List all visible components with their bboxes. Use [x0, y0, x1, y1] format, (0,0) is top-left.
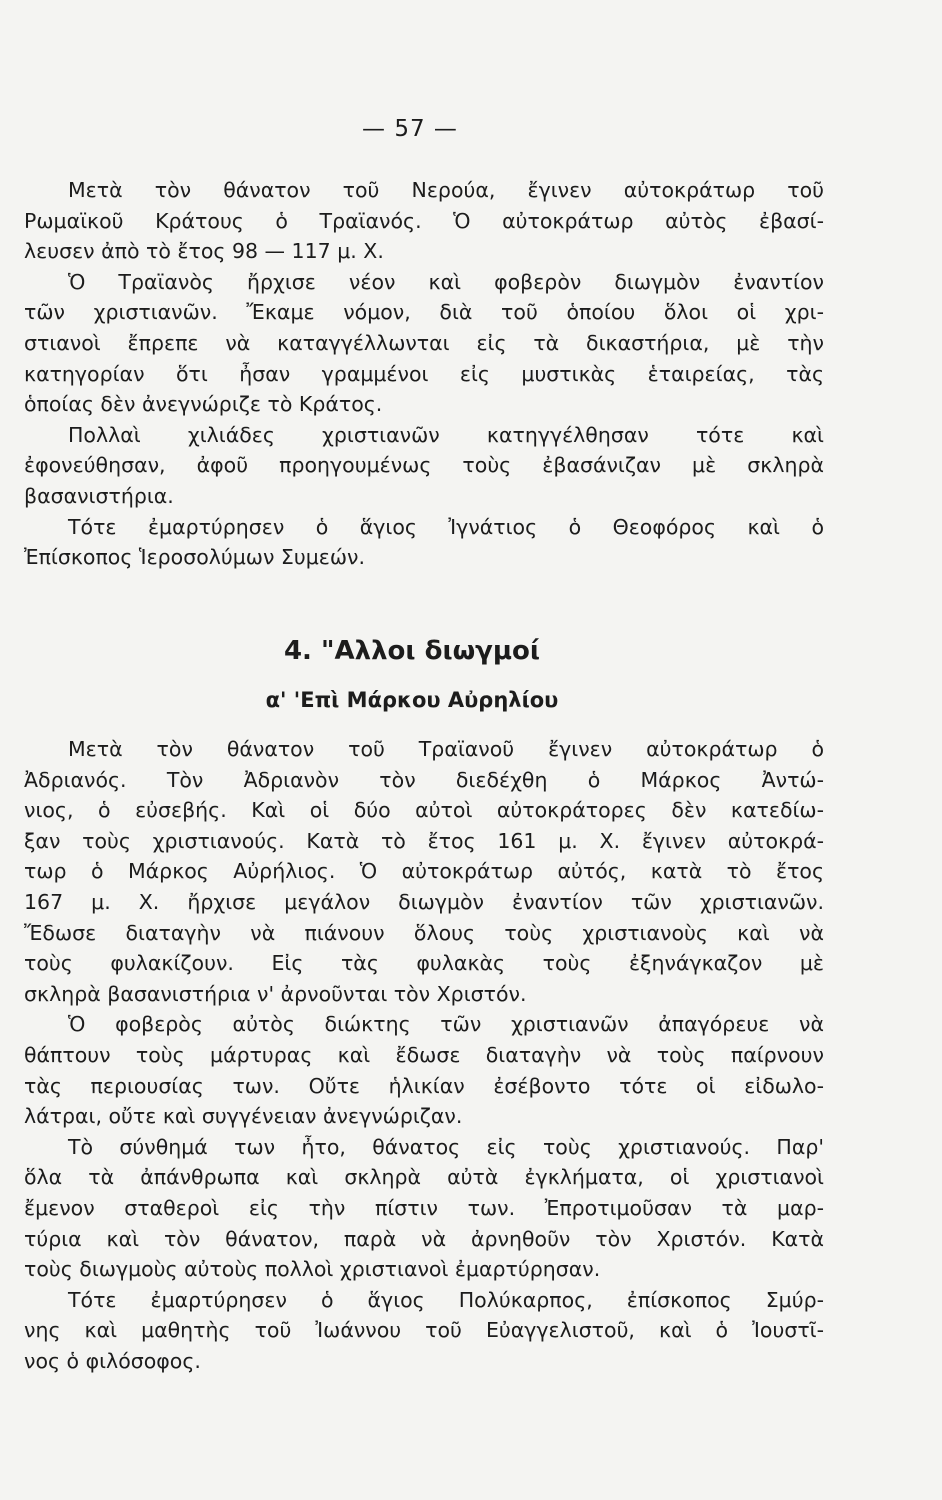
- text-line: Πολλαὶ χιλιάδες χριστιανῶν κατηγγέλθησαν τότε καὶ: [68, 422, 824, 447]
- text-line: Τὸ σύνθημά των ἦτο, θάνατος εἰς τοὺς χριστιανούς. Παρ': [68, 1134, 824, 1159]
- text-line: τύρια καὶ τὸν θάνατον, παρὰ νὰ ἀρνηθοῦν τὸν Χριστόν. Κατὰ: [24, 1226, 824, 1251]
- text-line: Ἔδωσε διαταγὴν νὰ πιάνουν ὅλους τοὺς χριστιανοὺς καὶ νὰ: [24, 920, 824, 945]
- text-line: Ρωμαϊκοῦ Κράτους ὁ Τραϊανός. Ὁ αὐτοκράτωρ αὐτὸς ἐβασί-: [24, 208, 824, 233]
- body-text-bottom: [24, 734, 824, 1376]
- text-line: Ἀδριανός. Τὸν Ἀδριανὸν τὸν διεδέχθη ὁ Μάρκος Ἀντώ-: [24, 767, 824, 792]
- text-line: Μετὰ τὸν θάνατον τοῦ Τραϊανοῦ ἔγινεν αὐτοκράτωρ ὁ: [68, 737, 824, 761]
- text-line: τῶν χριστιανῶν. Ἔκαμε νόμον, διὰ τοῦ ὁποίου ὅλοι οἱ χρι-: [24, 300, 824, 325]
- subsection-heading: α' 'Επὶ Μάρκου Αὐρηλίου: [265, 688, 559, 712]
- text-line: Μετὰ τὸν θάνατον τοῦ Νερούα, ἔγινεν αὐτοκράτωρ τοῦ: [68, 178, 824, 202]
- text-line: τωρ ὁ Μάρκος Αὐρήλιος. Ὁ αὐτοκράτωρ αὐτός, κατὰ τὸ ἔτος: [24, 859, 824, 884]
- text-line: 167 μ. Χ. ἤρχισε μεγάλον διωγμὸν ἐναντίον τῶν χριστιανῶν.: [24, 889, 824, 914]
- text-line: λάτραι, οὔτε καὶ συγγένειαν ἀνεγνώριζαν.: [24, 1104, 463, 1129]
- text-line: τοὺς διωγμοὺς αὐτοὺς πολλοὶ χριστιανοὶ ἐμαρτύρησαν.: [24, 1257, 601, 1282]
- text-line: τοὺς φυλακίζουν. Εἰς τὰς φυλακὰς τοὺς ἐξηνάγκαζον μὲ: [24, 951, 824, 976]
- text-line: ἔμενον σταθεροὶ εἰς τὴν πίστιν των. Ἐπροτιμοῦσαν τὰ μαρ-: [24, 1195, 824, 1220]
- text-line: θάπτουν τοὺς μάρτυρας καὶ ἔδωσε διαταγὴν νὰ τοὺς παίρνουν: [24, 1042, 824, 1067]
- text-line: Τότε ἐμαρτύρησεν ὁ ἅγιος Ἰγνάτιος ὁ Θεοφόρος καὶ ὁ: [68, 514, 824, 539]
- text-line: Ὁ φοβερὸς αὐτὸς διώκτης τῶν χριστιανῶν ἀπαγόρευε νὰ: [68, 1012, 824, 1037]
- text-line: Ἐπίσκοπος Ἱεροσολύμων Συμεών.: [24, 545, 365, 570]
- section-heading: 4. "Αλλοι διωγμοί: [283, 636, 541, 666]
- text-line: κατηγορίαν ὅτι ἦσαν γραμμένοι εἰς μυστικὰς ἑταιρείας, τὰς: [24, 361, 824, 386]
- text-line: στιανοὶ ἔπρεπε νὰ καταγγέλλωνται εἰς τὰ δικαστήρια, μὲ τὴν: [24, 330, 824, 355]
- text-line: ἐφονεύθησαν, ἀφοῦ προηγουμένως τοὺς ἐβασάνιζαν μὲ σκληρὰ: [24, 453, 824, 478]
- text-line: Τότε ἐμαρτύρησεν ὁ ἅγιος Πολύκαρπος, ἐπίσκοπος Σμύρ-: [68, 1287, 824, 1312]
- text-line: νιος, ὁ εὐσεβής. Καὶ οἱ δύο αὐτοὶ αὐτοκράτορες δὲν κατεδίω-: [24, 798, 824, 823]
- text-line: βασανιστήρια.: [24, 483, 174, 508]
- text-line: Ὁ Τραϊανὸς ἤρχισε νέον καὶ φοβερὸν διωγμὸν ἐναντίον: [68, 269, 824, 294]
- text-line: τὰς περιουσίας των. Οὔτε ἡλικίαν ἐσέβοντο τότε οἱ εἰδωλο-: [24, 1073, 824, 1098]
- text-line: ξαν τοὺς χριστιανούς. Κατὰ τὸ ἔτος 161 μ. Χ. ἔγινεν αὐτοκρά-: [24, 828, 824, 853]
- text-line: σκληρὰ βασανιστήρια ν' ἀρνοῦνται τὸν Χριστόν.: [24, 981, 527, 1006]
- body-text-top: [24, 175, 824, 573]
- text-line: ὅλα τὰ ἀπάνθρωπα καὶ σκληρὰ αὐτὰ ἐγκλήματα, οἱ χριστιανοὶ: [24, 1165, 824, 1190]
- text-line: νης καὶ μαθητὴς τοῦ Ἰωάννου τοῦ Εὐαγγελιστοῦ, καὶ ὁ Ἰουστῖ-: [24, 1318, 824, 1343]
- text-line: νος ὁ φιλόσοφος.: [24, 1348, 201, 1373]
- page-number: — 57 —: [362, 116, 458, 142]
- text-line: λευσεν ἀπὸ τὸ ἔτος 98 — 117 μ. Χ.: [24, 239, 384, 264]
- text-line: ὁποίας δὲν ἀνεγνώριζε τὸ Κράτος.: [24, 392, 383, 417]
